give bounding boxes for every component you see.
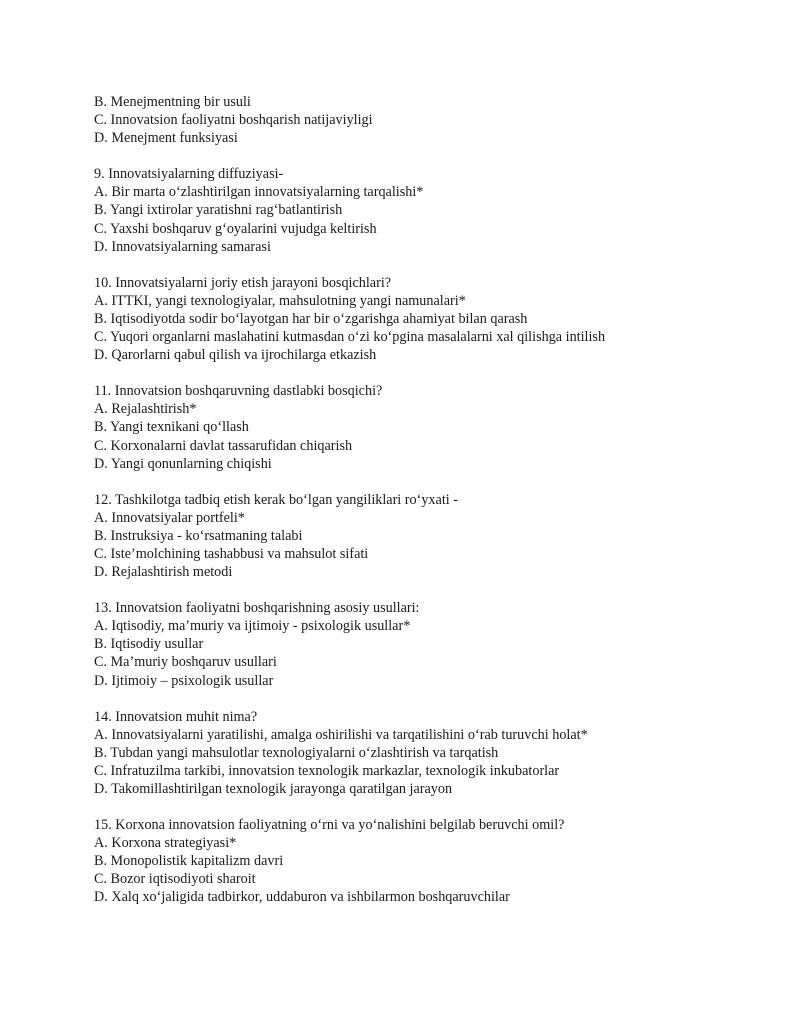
option-d: D. Xalq xo‘jaligida tadbirkor, uddaburon va ishbilarmon boshqaruvchilar [94, 889, 510, 906]
option-c: C. Iste’molchining tashabbusi va mahsulot sifati [94, 545, 369, 562]
question-block-13 [94, 599, 784, 689]
option-b: B. Yangi ixtirolar yaratishni rag‘batlantirish [94, 202, 343, 219]
question-block-9 [94, 165, 784, 255]
option-c: C. Innovatsion faoliyatni boshqarish natijaviyligi [94, 112, 373, 129]
option-a: A. Korxona strategiyasi* [94, 835, 237, 852]
question-text: 14. Innovatsion muhit nima? [94, 708, 258, 725]
option-c: C. Bozor iqtisodiyoti sharoit [94, 871, 256, 888]
option-c: C. Ma’muriy boshqaruv usullari [94, 654, 277, 671]
option-d: D. Rejalashtirish metodi [94, 564, 233, 581]
question-text: 13. Innovatsion faoliyatni boshqarishning asosiy usullari: [94, 600, 420, 617]
question-text: 12. Tashkilotga tadbiq etish kerak bo‘lgan yangiliklari ro‘yxati - [94, 491, 458, 508]
question-block-15 [94, 816, 784, 906]
option-b: B. Iqtisodiy usullar [94, 636, 204, 653]
option-d: D. Ijtimoiy – psixologik usullar [94, 672, 274, 689]
option-d: D. Menejment funksiyasi [94, 130, 238, 147]
option-a: A. Bir marta o‘zlashtirilgan innovatsiyalarning tarqalishi* [94, 184, 424, 201]
question-block-12 [94, 491, 784, 581]
option-a: A. Rejalashtirish* [94, 401, 197, 418]
option-b: B. Menejmentning bir usuli [94, 94, 251, 110]
option-d: D. Qarorlarni qabul qilish va ijrochilarga etkazish [94, 347, 377, 364]
option-b: B. Yangi texnikani qo‘llash [94, 419, 249, 436]
option-b: B. Monopolistik kapitalizm davri [94, 853, 284, 870]
option-d: D. Yangi qonunlarning chiqishi [94, 455, 272, 472]
option-a: A. Innovatsiyalar portfeli* [94, 509, 245, 526]
document-page [94, 93, 784, 925]
option-c: C. Infratuzilma tarkibi, innovatsion texnologik markazlar, texnologik inkubatorlar [94, 762, 560, 779]
question-block-8-continued [94, 93, 784, 147]
option-b: B. Instruksiya - ko‘rsatmaning talabi [94, 527, 303, 544]
option-b: B. Tubdan yangi mahsulotlar texnologiyalarni o‘zlashtirish va tarqatish [94, 744, 499, 761]
option-d: D. Takomillashtirilgan texnologik jarayonga qaratilgan jarayon [94, 781, 453, 797]
question-text: 11. Innovatsion boshqaruvning dastlabki bosqichi? [94, 383, 383, 400]
question-block-14 [94, 708, 784, 798]
option-a: A. Iqtisodiy, ma’muriy va ijtimoiy - psixologik usullar* [94, 618, 411, 635]
question-text: 10. Innovatsiyalarni joriy etish jarayoni bosqichlari? [94, 274, 392, 291]
option-c: C. Yuqori organlarni maslahatini kutmasdan o‘zi ko‘pgina masalalarni xal qilishga intilish [94, 329, 606, 346]
option-b: B. Iqtisodiyotda sodir bo‘layotgan har bir o‘zgarishga ahamiyat bilan qarash [94, 310, 528, 327]
option-c: C. Yaxshi boshqaruv g‘oyalarini vujudga keltirish [94, 220, 377, 237]
question-text: 9. Innovatsiyalarning diffuziyasi- [94, 166, 284, 183]
option-c: C. Korxonalarni davlat tassarufidan chiqarish [94, 437, 353, 454]
question-block-11 [94, 382, 784, 472]
option-d: D. Innovatsiyalarning samarasi [94, 238, 271, 255]
question-block-10 [94, 274, 784, 364]
option-a: A. ITTKI, yangi texnologiyalar, mahsulotning yangi namunalari* [94, 292, 466, 309]
option-a: A. Innovatsiyalarni yaratilishi, amalga oshirilishi va tarqatilishini o‘rab turuvchi holat* [94, 726, 588, 743]
question-text: 15. Korxona innovatsion faoliyatning o‘rni va yo‘nalishini belgilab beruvchi omil? [94, 817, 565, 834]
